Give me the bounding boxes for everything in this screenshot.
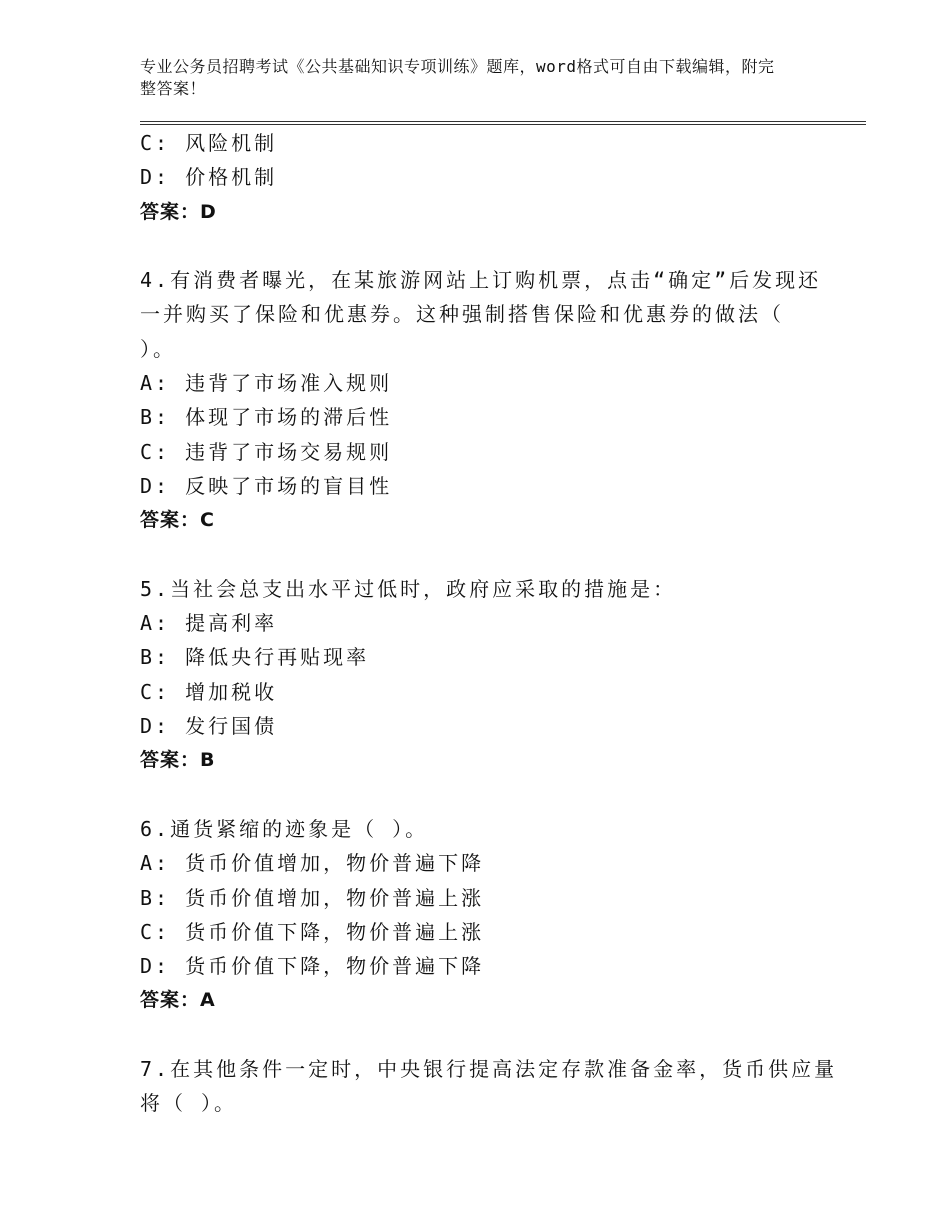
- option-c: C: 违背了市场交易规则: [140, 439, 393, 464]
- option-a: A: 货币价值增加，物价普遍下降: [140, 851, 485, 876]
- question-text: 6.通货紧缩的迹象是（ ）。: [140, 816, 429, 841]
- question-text: 5.当社会总支出水平过低时，政府应采取的措施是：: [140, 576, 677, 601]
- header-rule-top: [140, 121, 866, 122]
- option-c: C: 增加税收: [140, 679, 278, 704]
- option-d: D: 货币价值下降，物价普遍下降: [140, 954, 485, 979]
- option-a: A: 违背了市场准入规则: [140, 371, 393, 396]
- question-text: 将（ ）。: [140, 1091, 238, 1116]
- option-b: B: 体现了市场的滞后性: [140, 405, 393, 430]
- answer: 答案：D: [140, 200, 217, 223]
- option-d: D: 发行国债: [140, 714, 278, 739]
- answer: 答案：C: [140, 509, 215, 532]
- question-7: [140, 1052, 838, 1121]
- header-rule-bottom: [140, 124, 866, 125]
- question-content: [140, 126, 838, 1121]
- option-c: C: 货币价值下降，物价普遍上涨: [140, 919, 485, 944]
- question-5: [140, 572, 820, 778]
- question-text: 4.有消费者曝光，在某旅游网站上订购机票，点击“确定”后发现还: [140, 268, 822, 293]
- question-6: [140, 812, 820, 1018]
- answer: 答案：B: [140, 749, 216, 772]
- option-d: D: 反映了市场的盲目性: [140, 473, 393, 498]
- question-text: ）。: [140, 336, 176, 361]
- question-3-tail: [140, 126, 820, 229]
- option-b: B: 降低央行再贴现率: [140, 645, 370, 670]
- answer: 答案：A: [140, 989, 216, 1012]
- option-c: C: 风险机制: [140, 131, 278, 155]
- option-a: A: 提高利率: [140, 611, 278, 636]
- option-d: D: 价格机制: [140, 165, 278, 190]
- document-header: 专业公务员招聘考试《公共基础知识专项训练》题库，word格式可自由下载编辑，附完整答案！: [140, 57, 775, 98]
- question-4: [140, 263, 820, 537]
- question-text: 7.在其他条件一定时，中央银行提高法定存款准备金率，货币供应量: [140, 1057, 838, 1082]
- question-text: 一并购买了保险和优惠券。这种强制搭售保险和优惠券的做法（: [140, 302, 784, 327]
- option-b: B: 货币价值增加，物价普遍上涨: [140, 885, 485, 910]
